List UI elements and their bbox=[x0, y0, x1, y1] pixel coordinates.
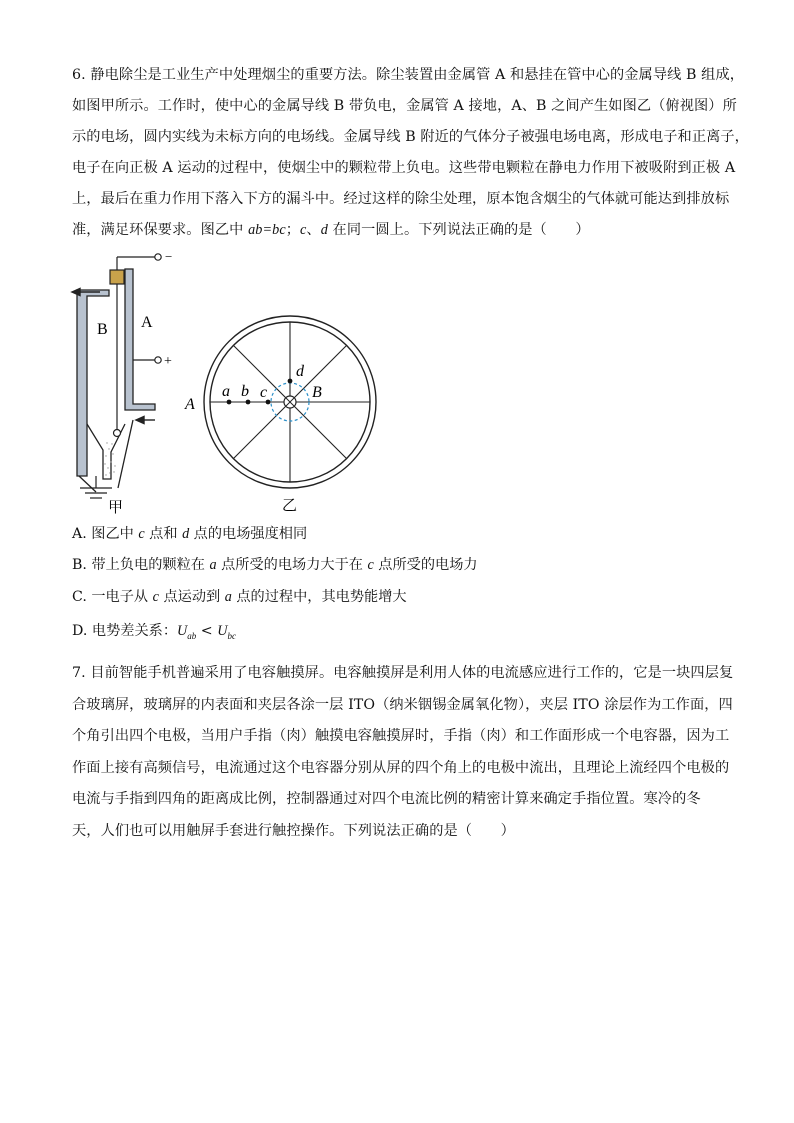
var: d bbox=[182, 526, 190, 542]
q7-stem bbox=[72, 658, 734, 847]
option-a[interactable] bbox=[72, 524, 307, 544]
var-d: d bbox=[320, 222, 328, 238]
text-run: 点的电场强度相同 bbox=[189, 526, 308, 542]
caption-yi: 乙 bbox=[282, 498, 298, 514]
terminal-negative bbox=[155, 254, 161, 260]
option-d[interactable] bbox=[72, 621, 236, 646]
text-run: B. 带上负电的颗粒在 bbox=[72, 557, 210, 573]
subscript: bc bbox=[227, 630, 236, 641]
q6-line-last bbox=[72, 215, 724, 246]
figure-jia bbox=[60, 244, 200, 519]
text-run: 准，满足环保要求。图乙中 bbox=[72, 222, 249, 238]
text-run: 点运动到 bbox=[158, 589, 225, 605]
label-minus: − bbox=[165, 249, 173, 264]
q6-line: 如图甲所示。工作时，使中心的金属导线 B 带负电，金属管 A 接地，A、B 之间产生如图乙（俯视图）所 bbox=[72, 98, 737, 114]
gas-inlet-arrow bbox=[136, 417, 155, 424]
q6-stem bbox=[72, 60, 749, 246]
text-run: ； bbox=[285, 222, 301, 238]
label-B: B bbox=[312, 384, 322, 401]
label-d: d bbox=[296, 363, 304, 380]
text-run: A. 图乙中 bbox=[72, 526, 139, 542]
q6-line: 示的电场，圆内实线为未标方向的电场线。金属导线 B 附近的气体分子被强电场电离，形成电子和正离子， bbox=[72, 129, 749, 145]
q7-line: 合玻璃屏，玻璃屏的内表面和夹层各涂一层 ITO（纳米铟锡金属氧化物），夹层 ITO 涂层作为工作面，四 bbox=[72, 696, 733, 713]
label-plus: + bbox=[164, 354, 172, 369]
var-c: c bbox=[300, 222, 307, 238]
insulator-block bbox=[110, 270, 124, 284]
label-A: A bbox=[185, 396, 195, 413]
label-wire-b: B bbox=[97, 321, 108, 338]
text-run: D. 电势差关系： bbox=[72, 623, 178, 639]
figure-yi bbox=[180, 306, 390, 520]
q6-line: 上，最后在重力作用下落入下方的漏斗中。经过这样的除尘处理，原本饱含烟尘的气体就可能达到排放标 bbox=[72, 191, 730, 207]
relation: < bbox=[196, 623, 218, 639]
q7-line: 电流与手指到四角的距离成比例，控制器通过对四个电流比例的精密计算来确定手指位置。寒冷的冬 bbox=[72, 791, 701, 807]
text-run: 点的过程中，其电势能增大 bbox=[231, 589, 407, 605]
text-run: 点所受的电场力大于在 bbox=[216, 557, 368, 573]
label-a: a bbox=[222, 383, 230, 400]
wire-weight bbox=[114, 430, 121, 437]
text-run: 点和 bbox=[144, 526, 183, 542]
var: c bbox=[138, 526, 145, 542]
tube-right-wall bbox=[125, 269, 155, 410]
q6-line: 电子在向正极 A 运动的过程中，使烟尘中的颗粒带上负电。这些带电颗粒在静电力作用下被吸附到正极 A bbox=[72, 160, 736, 176]
option-c[interactable] bbox=[72, 587, 407, 607]
tube-left-wall bbox=[77, 290, 109, 476]
caption-jia: 甲 bbox=[108, 500, 124, 516]
q7-line: 作面上接有高频信号，电流通过这个电容器分别从屏的四个角上的电极中流出，且理论上流经四个电极的 bbox=[72, 759, 730, 776]
label-c: c bbox=[260, 384, 268, 401]
point-b bbox=[246, 400, 251, 405]
text-run: 、 bbox=[306, 222, 321, 238]
text-run: 在同一圆上。下列说法正确的是（ ） bbox=[327, 222, 590, 238]
option-b[interactable] bbox=[72, 555, 478, 575]
text-run: 点所受的电场力 bbox=[373, 557, 478, 573]
q6-line: 6. 静电除尘是工业生产中处理烟尘的重要方法。除尘装置由金属管 A 和悬挂在管中心的金属导线 B 组成， bbox=[72, 67, 745, 83]
var: a bbox=[209, 557, 217, 573]
q7-line: 天，人们也可以用触屏手套进行触控操作。下列说法正确的是（ ） bbox=[72, 822, 515, 839]
label-tube-a: A bbox=[141, 314, 153, 331]
var-U: U bbox=[217, 623, 228, 639]
var-U: U bbox=[177, 623, 188, 639]
label-b: b bbox=[241, 383, 249, 400]
text-run: C. 一电子从 bbox=[72, 589, 153, 605]
terminal-positive bbox=[155, 357, 161, 363]
var: c bbox=[152, 589, 159, 605]
var: a bbox=[224, 589, 232, 605]
q7-line: 7. 目前智能手机普遍采用了电容触摸屏。电容触摸屏是利用人体的电流感应进行工作的，它是一块四层复 bbox=[72, 665, 734, 681]
q7-line: 个角引出四个电极，当用户手指（肉）触摸电容触摸屏时，手指（肉）和工作面形成一个电容器，因为工 bbox=[72, 728, 730, 744]
point-d bbox=[288, 379, 293, 384]
var: c bbox=[367, 557, 374, 573]
point-a bbox=[227, 400, 232, 405]
subscript: ab bbox=[187, 630, 197, 641]
equation-ab-bc: ab=bc bbox=[248, 222, 286, 238]
